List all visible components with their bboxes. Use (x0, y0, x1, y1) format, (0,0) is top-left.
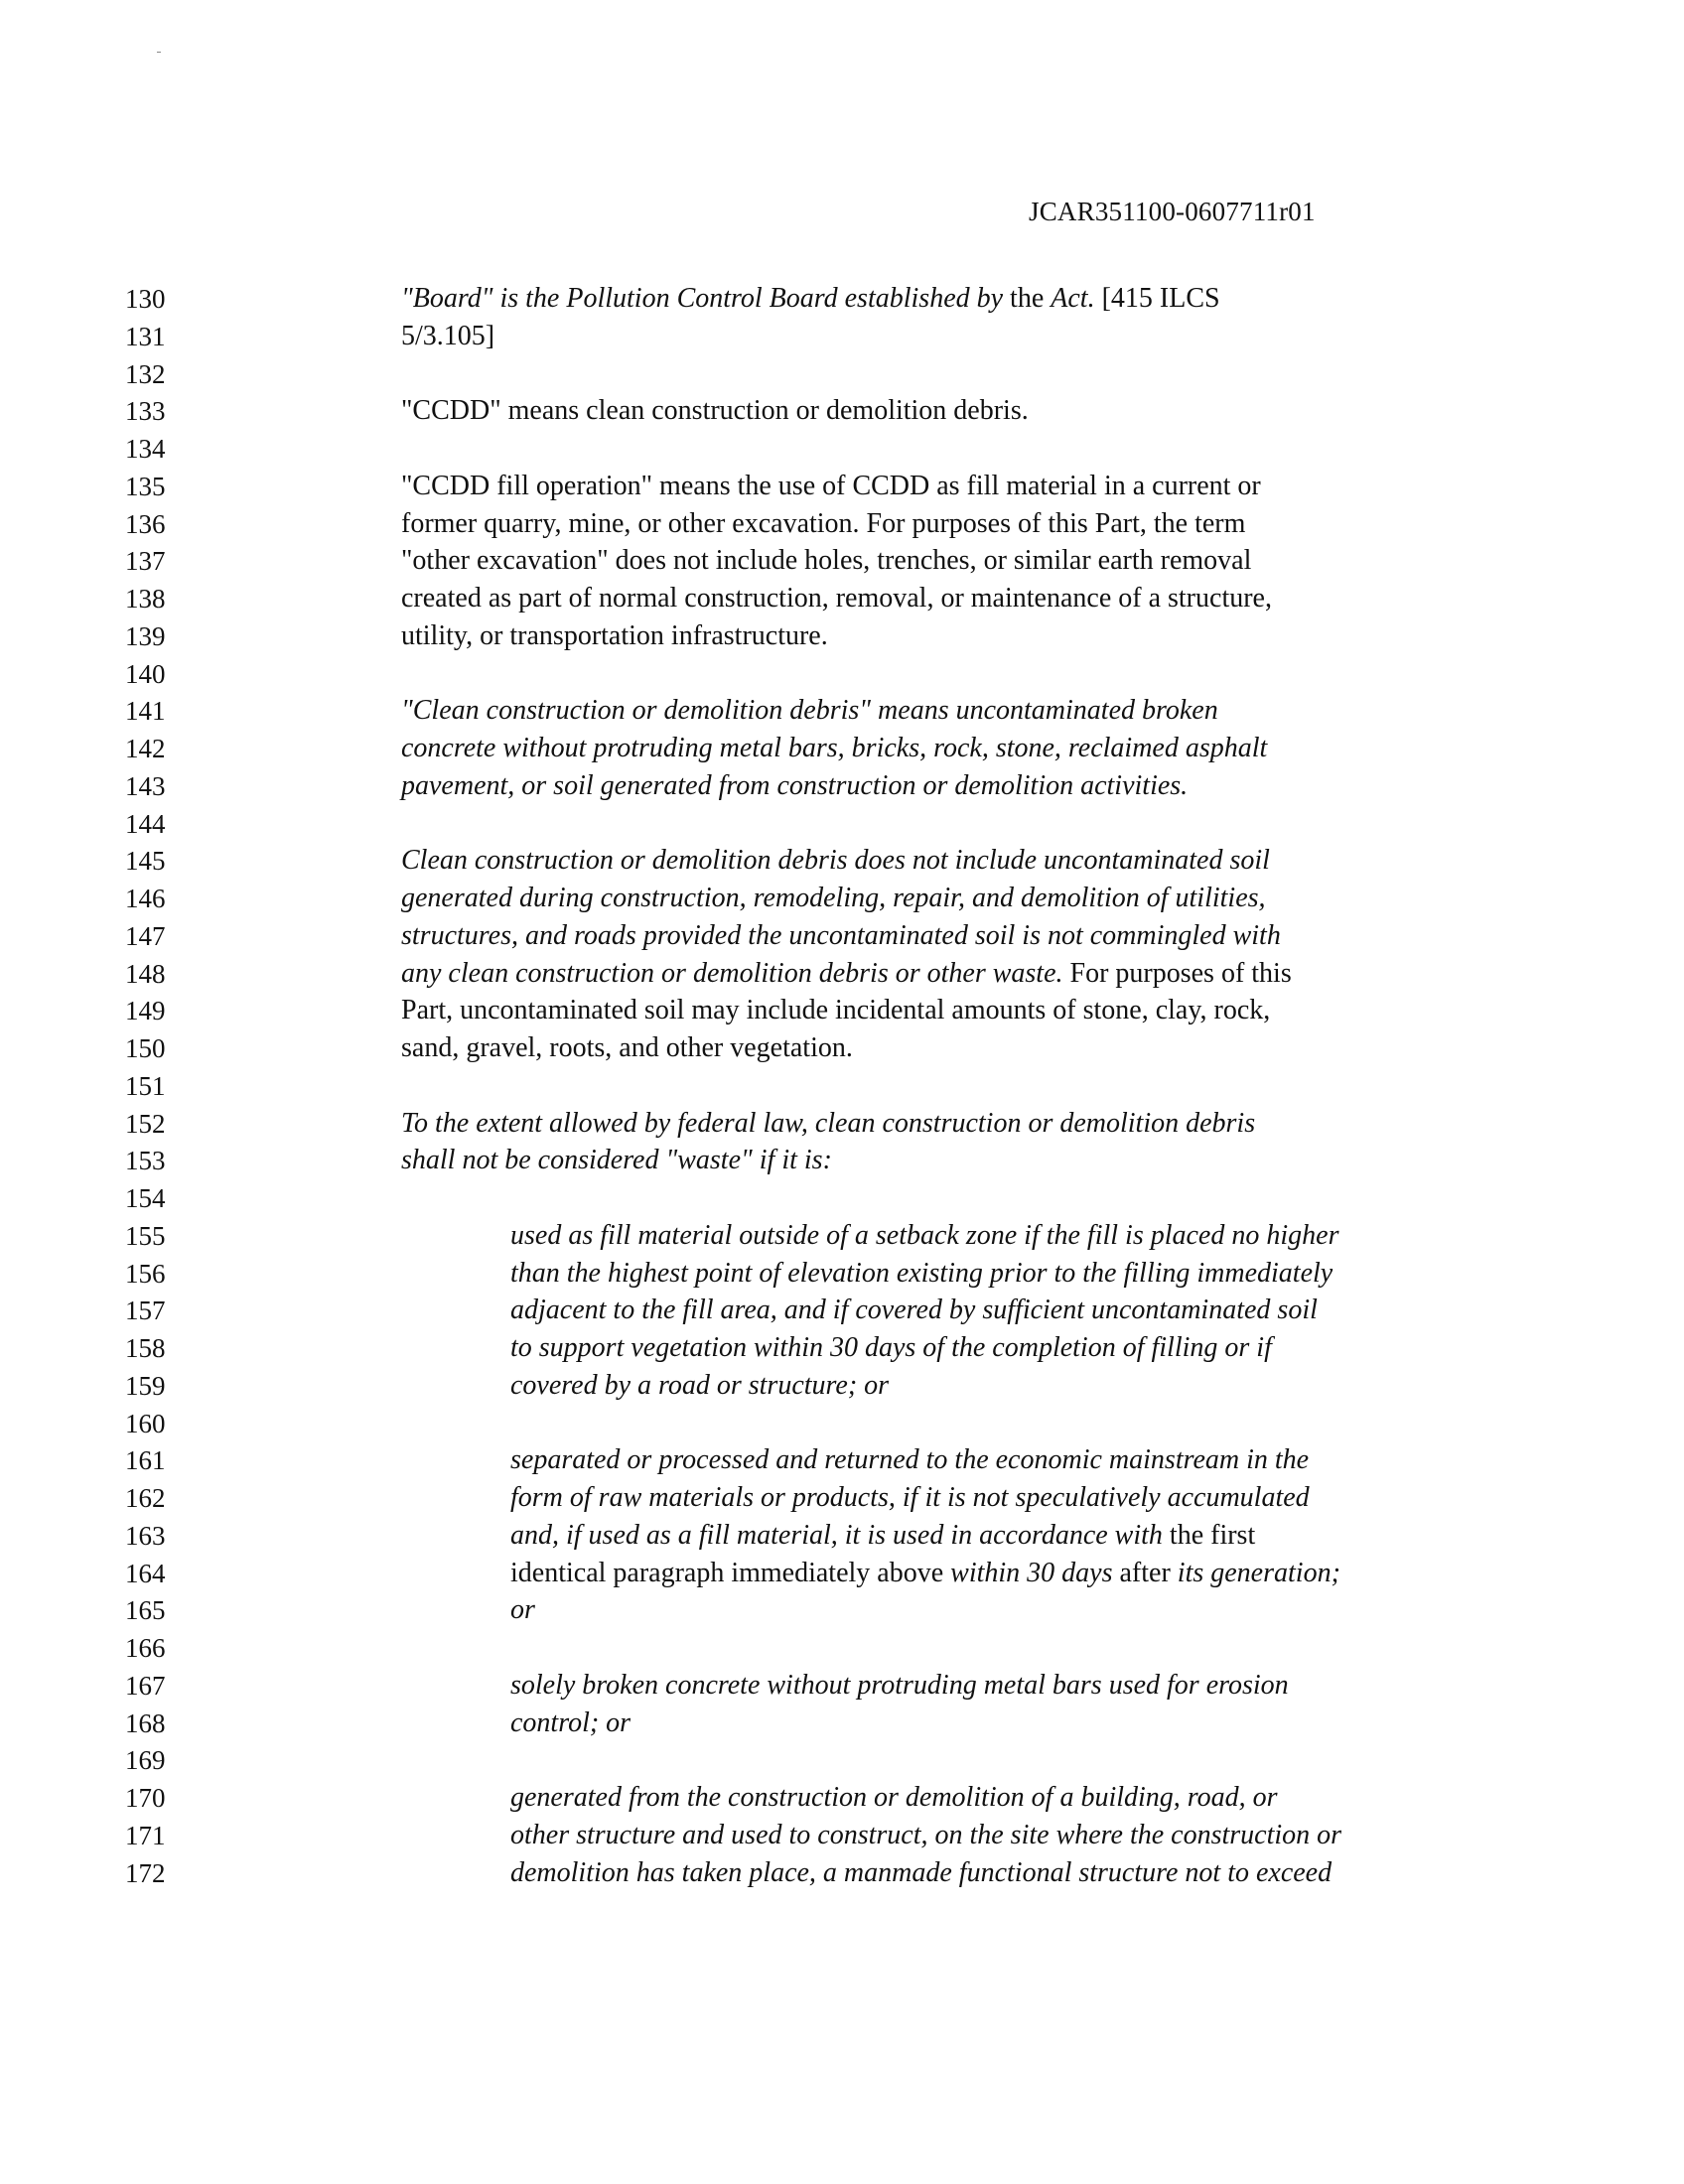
italic-statutory-text: adjacent to the fill area, and if covered by sufficient uncontaminated soil (510, 1295, 1318, 1326)
line-text (510, 1854, 1332, 1892)
regular-text: utility, or transportation infrastructure. (401, 619, 828, 651)
italic-statutory-text: within 30 days (950, 1557, 1113, 1588)
line-text (401, 542, 1251, 580)
line-text (510, 1479, 1310, 1517)
line-number: 145 (125, 846, 166, 877)
text-line (0, 1029, 1684, 1067)
line-number: 172 (125, 1857, 166, 1888)
italic-statutory-text: "Clean construction or demolition debris" means uncontaminated broken (401, 695, 1218, 727)
italic-statutory-text: generated from the construction or demolition of a building, road, or (510, 1782, 1278, 1813)
line-number: 170 (125, 1783, 166, 1813)
italic-statutory-text: form of raw materials or products, if it is not speculatively accumulated (510, 1482, 1310, 1513)
line-number: 136 (125, 508, 166, 539)
text-line (0, 880, 1684, 917)
line-text (401, 842, 1270, 880)
text-line (0, 692, 1684, 730)
text-line (0, 1367, 1684, 1405)
italic-statutory-text: separated or processed and returned to the economic mainstream in the (510, 1444, 1310, 1476)
italic-statutory-text: pavement, or soil generated from construction or demolition activities. (401, 769, 1189, 801)
italic-statutory-text: concrete without protruding metal bars, bricks, rock, stone, reclaimed asphalt (401, 733, 1268, 763)
line-text (401, 1105, 1255, 1143)
text-line (0, 917, 1684, 955)
line-number: 166 (125, 1633, 166, 1663)
line-text (510, 1667, 1289, 1705)
line-text (510, 1329, 1272, 1367)
italic-statutory-text: shall not be considered "waste" if it is: (401, 1145, 832, 1176)
line-text (510, 1367, 889, 1405)
line-number: 159 (125, 1370, 166, 1401)
line-text (510, 1817, 1341, 1854)
text-line (0, 1255, 1684, 1293)
regular-text: after (1112, 1557, 1178, 1588)
line-number: 130 (125, 284, 166, 314)
line-text (401, 767, 1188, 805)
line-number: 141 (125, 696, 166, 727)
line-text (401, 992, 1270, 1029)
text-line (0, 505, 1684, 543)
text-line (0, 1105, 1684, 1143)
line-number: 151 (125, 1070, 166, 1101)
text-line (0, 805, 1684, 843)
text-line (0, 955, 1684, 993)
line-number: 161 (125, 1445, 166, 1476)
italic-statutory-text: "Board" is the Pollution Control Board established by (401, 283, 1004, 314)
text-line (0, 1142, 1684, 1179)
text-line (0, 1329, 1684, 1367)
text-line (0, 580, 1684, 617)
line-text (401, 730, 1267, 767)
regular-text: "CCDD fill operation" means the use of CCDD as fill material in a current or (401, 470, 1261, 501)
line-text (401, 917, 1281, 955)
line-number: 135 (125, 471, 166, 501)
text-line (0, 1067, 1684, 1105)
line-text (510, 1441, 1309, 1479)
italic-statutory-text: and, if used as a fill material, it is used in accordance with (510, 1519, 1163, 1551)
text-line (0, 1854, 1684, 1892)
regular-text: "other excavation" does not include holes, trenches, or similar earth removal (401, 545, 1252, 577)
text-line (0, 992, 1684, 1029)
italic-statutory-text: control; or (510, 1706, 632, 1738)
line-text (401, 318, 494, 355)
text-line (0, 1517, 1684, 1555)
line-number: 131 (125, 321, 166, 351)
line-text (401, 468, 1261, 505)
text-line (0, 430, 1684, 468)
line-number: 148 (125, 958, 166, 989)
line-number: 155 (125, 1220, 166, 1251)
line-number: 147 (125, 920, 166, 951)
text-line (0, 1591, 1684, 1629)
regular-text: "CCDD" means clean construction or demolition debris. (401, 395, 1029, 427)
text-line (0, 318, 1684, 355)
line-text (510, 1255, 1333, 1293)
regular-text: the first (1162, 1519, 1256, 1551)
line-number: 154 (125, 1183, 166, 1213)
line-number: 156 (125, 1258, 166, 1289)
text-line (0, 1179, 1684, 1217)
text-line (0, 1405, 1684, 1442)
line-number: 137 (125, 546, 166, 577)
line-number: 167 (125, 1670, 166, 1701)
line-text (510, 1292, 1318, 1329)
line-number: 139 (125, 620, 166, 651)
regular-text: Part, uncontaminated soil may include incidental amounts of stone, clay, rock, (401, 995, 1271, 1026)
line-text (510, 1591, 535, 1629)
italic-statutory-text: covered by a road or structure; or (510, 1369, 890, 1401)
line-text (401, 617, 828, 655)
line-text (401, 955, 1292, 993)
italic-statutory-text: solely broken concrete without protruding metal bars used for erosion (510, 1669, 1289, 1701)
line-number: 140 (125, 658, 166, 689)
text-line (0, 1441, 1684, 1479)
regular-text: former quarry, mine, or other excavation. For purposes of this Part, the term (401, 507, 1246, 539)
line-number: 153 (125, 1146, 166, 1176)
line-number: 152 (125, 1108, 166, 1139)
italic-statutory-text: Act. (1051, 283, 1095, 314)
line-number: 165 (125, 1595, 166, 1626)
line-text (510, 1217, 1338, 1255)
line-text (401, 392, 1029, 430)
document-id: JCAR351100-0607711r01 (1029, 197, 1316, 226)
italic-statutory-text: any clean construction or demolition debris or other waste. (401, 957, 1063, 989)
line-number: 142 (125, 734, 166, 763)
text-line (0, 1705, 1684, 1742)
text-line (0, 355, 1684, 393)
text-line (0, 1555, 1684, 1592)
text-line (0, 1479, 1684, 1517)
regular-text: [415 ILCS (1094, 283, 1220, 314)
regular-text: For purposes of this (1062, 957, 1292, 989)
line-text (510, 1517, 1255, 1555)
italic-statutory-text: structures, and roads provided the uncontaminated soil is not commingled with (401, 919, 1281, 951)
text-line (0, 1779, 1684, 1817)
line-number: 158 (125, 1333, 166, 1363)
line-text (401, 580, 1272, 617)
line-number: 132 (125, 358, 166, 389)
line-number: 157 (125, 1296, 166, 1326)
line-text (510, 1555, 1340, 1592)
italic-statutory-text: to support vegetation within 30 days of the completion of filling or if (510, 1332, 1272, 1363)
text-line (0, 655, 1684, 693)
line-text (401, 1142, 832, 1179)
italic-statutory-text: used as fill material outside of a setback zone if the fill is placed no higher (510, 1219, 1339, 1251)
text-line (0, 842, 1684, 880)
line-number: 160 (125, 1408, 166, 1438)
text-line (0, 542, 1684, 580)
text-line (0, 1629, 1684, 1667)
italic-statutory-text: or (510, 1594, 535, 1626)
line-number: 150 (125, 1033, 166, 1063)
italic-statutory-text: than the highest point of elevation existing prior to the filling immediately (510, 1257, 1333, 1289)
regular-text: sand, gravel, roots, and other vegetation. (401, 1032, 853, 1063)
line-number: 168 (125, 1707, 166, 1738)
line-text (401, 880, 1266, 917)
text-line (0, 392, 1684, 430)
regular-text: 5/3.105] (401, 320, 495, 351)
line-text (510, 1779, 1278, 1817)
italic-statutory-text: Clean construction or demolition debris does not include uncontaminated soil (401, 845, 1270, 877)
text-line (0, 1667, 1684, 1705)
text-line (0, 1217, 1684, 1255)
regular-text: the (1003, 283, 1052, 314)
text-line (0, 730, 1684, 767)
line-number: 162 (125, 1483, 166, 1513)
line-number: 138 (125, 584, 166, 614)
text-line (0, 617, 1684, 655)
italic-statutory-text: demolition has taken place, a manmade functional structure not to exceed (510, 1856, 1333, 1888)
line-text (401, 280, 1220, 318)
line-text (401, 1029, 853, 1067)
regular-text: identical paragraph immediately above (510, 1557, 951, 1588)
line-number: 149 (125, 996, 166, 1026)
italic-statutory-text: To the extent allowed by federal law, clean construction or demolition debris (401, 1107, 1256, 1139)
line-number: 144 (125, 808, 166, 839)
text-line (0, 468, 1684, 505)
italic-statutory-text: generated during construction, remodeling, repair, and demolition of utilities, (401, 883, 1266, 913)
line-number: 146 (125, 884, 166, 913)
line-number: 171 (125, 1820, 166, 1850)
italic-statutory-text: other structure and used to construct, on the site where the construction or (510, 1819, 1342, 1850)
line-text (510, 1705, 631, 1742)
text-line (0, 1292, 1684, 1329)
text-line (0, 1817, 1684, 1854)
line-number: 134 (125, 434, 166, 464)
line-text (401, 505, 1245, 543)
line-number: 163 (125, 1520, 166, 1551)
regular-text: created as part of normal construction, removal, or maintenance of a structure, (401, 583, 1272, 614)
line-number: 169 (125, 1745, 166, 1776)
text-line (0, 767, 1684, 805)
text-line (0, 280, 1684, 318)
line-number: 143 (125, 770, 166, 801)
line-text (401, 692, 1218, 730)
line-number: 133 (125, 396, 166, 427)
italic-statutory-text: its generation; (1177, 1557, 1340, 1588)
line-number: 164 (125, 1558, 166, 1588)
text-line (0, 1741, 1684, 1779)
scan-mark (157, 52, 161, 53)
